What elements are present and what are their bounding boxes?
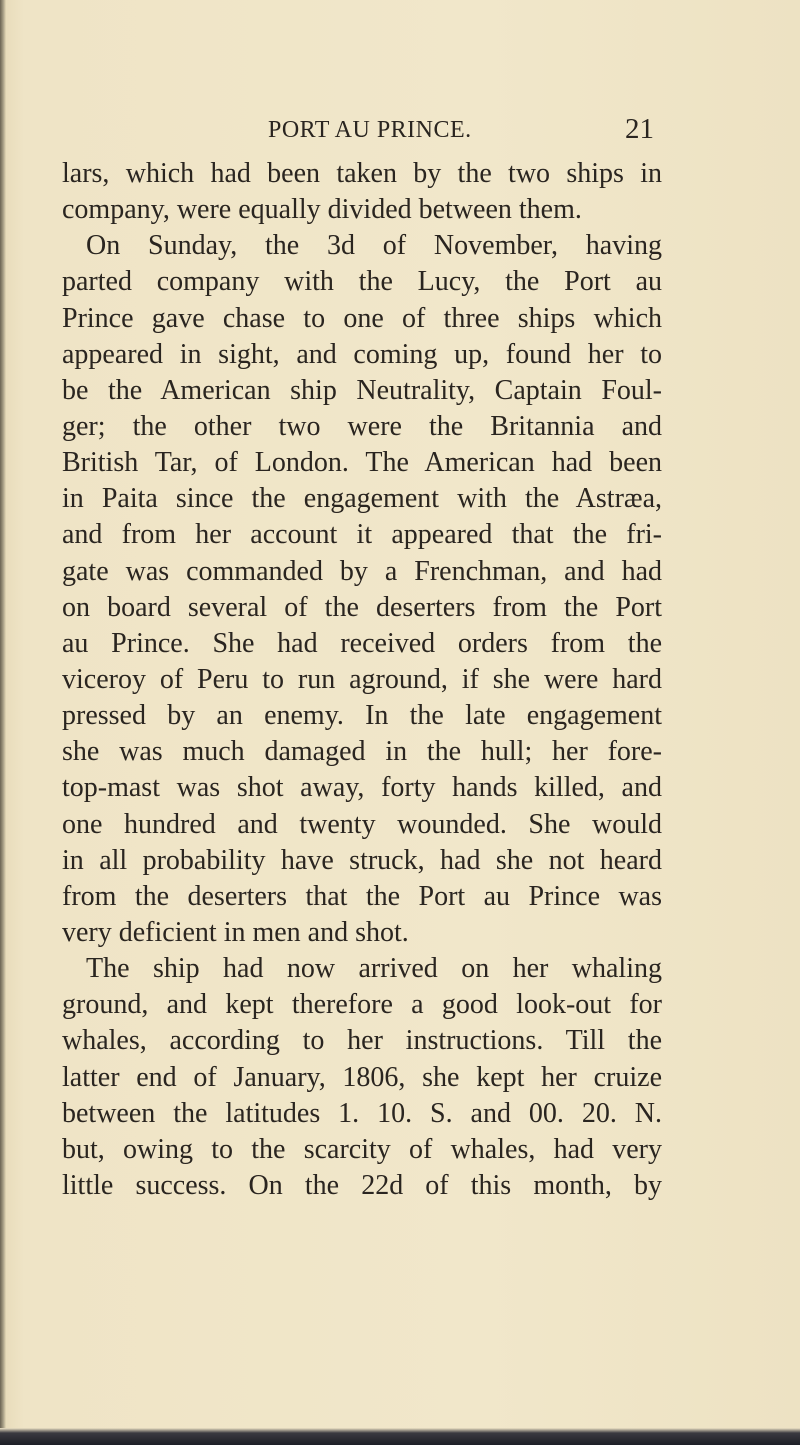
text-line: lars, which had been taken by the two ships in: [62, 158, 662, 189]
text-line: little success. On the 22d of this month, by: [62, 1169, 662, 1201]
text-line: pressed by an enemy. In the late engagement: [62, 700, 662, 732]
page-binding-edge: [0, 0, 6, 1445]
text-line: company, were equally divided between them.: [62, 194, 582, 226]
page-header: [0, 113, 800, 147]
text-line: whales, according to her instructions. Till the: [62, 1025, 662, 1057]
text-line: appeared in sight, and coming up, found her to: [62, 338, 662, 370]
text-line: but, owing to the scarcity of whales, had very: [62, 1133, 662, 1165]
text-line: viceroy of Peru to run aground, if she were hard: [62, 663, 662, 695]
text-line: latter end of January, 1806, she kept her cruize: [62, 1061, 662, 1093]
page-number: 21: [625, 113, 654, 145]
body-text: [62, 156, 662, 1204]
text-line: very deficient in men and shot.: [62, 916, 409, 948]
text-line: and from her account it appeared that the fri-: [62, 519, 662, 551]
page-bottom-edge: [0, 1428, 800, 1445]
running-title: PORT AU PRINCE.: [268, 117, 472, 143]
text-line: be the American ship Neutrality, Captain Foul-: [62, 374, 662, 406]
text-line: in all probability have struck, had she not heard: [62, 844, 662, 876]
text-line: from the deserters that the Port au Prince was: [62, 880, 662, 912]
text-line: Prince gave chase to one of three ships which: [62, 302, 662, 334]
text-line: top-mast was shot away, forty hands killed, and: [62, 772, 662, 804]
text-line: gate was commanded by a Frenchman, and had: [62, 555, 662, 587]
text-line: one hundred and twenty wounded. She would: [62, 808, 662, 840]
text-line: ger; the other two were the Britannia and: [62, 410, 662, 442]
text-line: in Paita since the engagement with the Astræa,: [62, 483, 662, 515]
text-line: The ship had now arrived on her whaling: [86, 953, 662, 985]
text-line: British Tar, of London. The American had been: [62, 447, 662, 479]
text-line: au Prince. She had received orders from the: [62, 627, 662, 659]
text-line: ground, and kept therefore a good look-out for: [62, 989, 662, 1021]
text-line: parted company with the Lucy, the Port au: [62, 266, 662, 298]
text-line: she was much damaged in the hull; her fore-: [62, 736, 662, 768]
text-line: on board several of the deserters from the Port: [62, 591, 662, 623]
text-line: between the latitudes 1. 10. S. and 00. 20. N.: [62, 1097, 662, 1129]
text-line: On Sunday, the 3d of November, having: [86, 230, 662, 262]
